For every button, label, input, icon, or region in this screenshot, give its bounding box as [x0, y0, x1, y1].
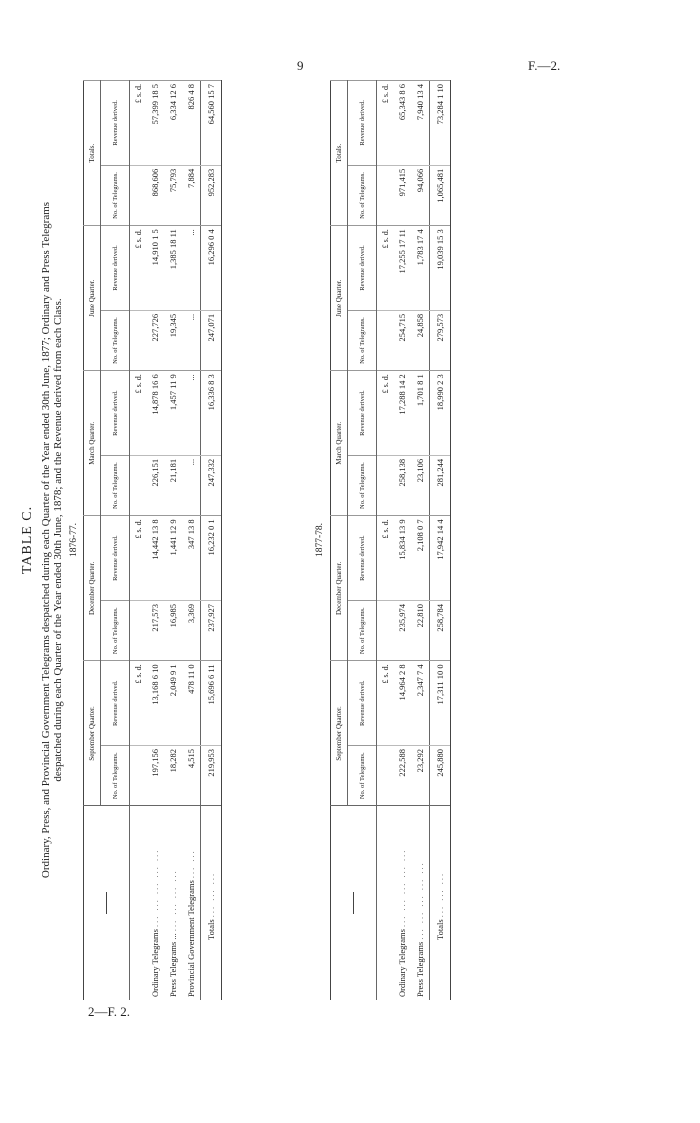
table-cell: 2,049 9 1 — [164, 661, 182, 746]
table-cell: ... — [182, 371, 201, 456]
table-cell: 868,606 — [146, 165, 164, 225]
total-cell: 237,927 — [201, 600, 222, 660]
table-cell: 1,457 11 9 — [164, 371, 182, 456]
year-label-1877-78: 1877-78. — [315, 522, 325, 558]
table-cell: ... — [182, 310, 201, 370]
table-cell: 19,345 — [164, 310, 182, 370]
table-cell: 17,255 17 11 — [393, 226, 411, 311]
quarter-header: September Quarter. — [84, 661, 101, 806]
total-cell: 247,332 — [201, 455, 222, 515]
currency-units: £ s. d. — [377, 661, 394, 746]
table-cell: 6,334 12 6 — [164, 81, 182, 166]
table-cell: 971,415 — [393, 165, 411, 225]
quarter-header: December Quarter. — [84, 516, 101, 661]
total-cell: 19,039 15 3 — [430, 226, 451, 311]
total-cell: 64,560 15 7 — [201, 81, 222, 166]
label-header — [84, 806, 130, 1000]
table-cell: 14,878 16 6 — [146, 371, 164, 456]
revenue-subheader: Revenue derived. — [101, 516, 130, 601]
table-cell: 227,726 — [146, 310, 164, 370]
rotated-table-area — [20, 75, 560, 1005]
quarter-header: June Quarter. — [331, 226, 348, 371]
table-subtitle — [40, 95, 64, 985]
table-cell: 1,441 12 9 — [164, 516, 182, 601]
count-subheader: No. of Telegrams. — [348, 455, 377, 515]
table-cell: 222,588 — [393, 746, 411, 806]
table-cell: 21,181 — [164, 455, 182, 515]
currency-units: £ s. d. — [377, 226, 394, 311]
table-cell: ... — [182, 226, 201, 311]
quarter-header: December Quarter. — [331, 516, 348, 661]
table-row — [411, 81, 430, 1001]
table-cell: 4,515 — [182, 746, 201, 806]
total-cell: 247,071 — [201, 310, 222, 370]
table-cell: 235,974 — [393, 600, 411, 660]
table-cell: 23,292 — [411, 746, 430, 806]
count-subheader: No. of Telegrams. — [348, 746, 377, 806]
total-cell: 281,244 — [430, 455, 451, 515]
table-cell: 1,783 17 4 — [411, 226, 430, 311]
table-cell: 2,347 7 4 — [411, 661, 430, 746]
count-subheader: No. of Telegrams. — [348, 600, 377, 660]
table-subtitle-line-2: despatched during each Quarter of the Year ended 30th June, 1878; and the Revenue derived from each Class. — [52, 298, 64, 782]
quarter-header: June Quarter. — [84, 226, 101, 371]
table-cell: 2,108 0 7 — [411, 516, 430, 601]
table-cell: 217,573 — [146, 600, 164, 660]
table-subtitle-line-1: Ordinary, Press, and Provincial Government Telegrams despatched during each Quarter of the Year ended 30th June, 1877; Ordinary and Press Telegrams — [40, 201, 52, 879]
table-cell: 347 13 8 — [182, 516, 201, 601]
totals-leader: ... ... ... — [435, 871, 445, 918]
currency-units: £ s. d. — [130, 516, 147, 601]
total-cell: 245,880 — [430, 746, 451, 806]
year-label-1876-77: 1876-77. — [69, 522, 79, 558]
row-label: Ordinary Telegrams — [397, 929, 407, 997]
quarter-header: Totals. — [84, 81, 101, 226]
table-row — [182, 81, 201, 1001]
totals-label: Totals — [435, 919, 445, 940]
row-label: Provincial Government Telegrams — [186, 880, 196, 997]
table-cell: 197,156 — [146, 746, 164, 806]
table-cell: 15,834 13 9 — [393, 516, 411, 601]
table-cell: 7,940 13 4 — [411, 81, 430, 166]
revenue-subheader: Revenue derived. — [348, 81, 377, 166]
row-label: Press Telegrams — [415, 941, 425, 997]
currency-units: £ s. d. — [377, 371, 394, 456]
count-subheader: No. of Telegrams. — [101, 165, 130, 225]
revenue-subheader: Revenue derived. — [101, 371, 130, 456]
revenue-subheader: Revenue derived. — [348, 371, 377, 456]
table-row — [393, 81, 411, 1001]
totals-row — [430, 81, 451, 1001]
table-cell: 22,810 — [411, 600, 430, 660]
table-cell: 1,385 18 11 — [164, 226, 182, 311]
table-cell: 13,168 6 10 — [146, 661, 164, 746]
row-leader: ... ... ... ... — [168, 869, 178, 932]
table-cell: 24,858 — [411, 310, 430, 370]
count-subheader: No. of Telegrams. — [348, 310, 377, 370]
total-cell: 15,696 6 11 — [201, 661, 222, 746]
count-subheader: No. of Telegrams. — [101, 746, 130, 806]
currency-units: £ s. d. — [130, 661, 147, 746]
quarter-header: March Quarter. — [84, 371, 101, 516]
table-row — [146, 81, 164, 1001]
table-cell: 1,701 8 1 — [411, 371, 430, 456]
row-label: Press Telegrams ... — [168, 933, 178, 997]
currency-units: £ s. d. — [130, 226, 147, 311]
label-header — [331, 806, 377, 1000]
count-subheader: No. of Telegrams. — [101, 455, 130, 515]
total-cell: 1,065,481 — [430, 165, 451, 225]
revenue-subheader: Revenue derived. — [348, 661, 377, 746]
revenue-subheader: Revenue derived. — [101, 81, 130, 166]
currency-units: £ s. d. — [377, 516, 394, 601]
count-subheader: No. of Telegrams. — [101, 310, 130, 370]
table-cell: 75,793 — [164, 165, 182, 225]
table-cell: 254,715 — [393, 310, 411, 370]
table-cell: 14,964 2 8 — [393, 661, 411, 746]
table-cell: 14,910 1 5 — [146, 226, 164, 311]
currency-units: £ s. d. — [377, 81, 394, 166]
table-cell: 18,282 — [164, 746, 182, 806]
total-cell: 17,311 10 0 — [430, 661, 451, 746]
row-leader: ... ... — [186, 849, 196, 879]
totals-row — [201, 81, 222, 1001]
revenue-subheader: Revenue derived. — [101, 661, 130, 746]
count-subheader: No. of Telegrams. — [101, 600, 130, 660]
table-cell: ... — [182, 455, 201, 515]
total-cell: 258,784 — [430, 600, 451, 660]
row-leader: ... ... ... ... ... — [397, 848, 407, 927]
totals-leader: ... ... ... — [206, 871, 216, 918]
row-label: Ordinary Telegrams — [150, 929, 160, 997]
total-cell: 18,990 2 3 — [430, 371, 451, 456]
total-cell: 16,232 0 1 — [201, 516, 222, 601]
revenue-subheader: Revenue derived. — [348, 226, 377, 311]
row-leader: ... ... ... ... ... — [415, 861, 425, 940]
total-cell: 16,296 0 4 — [201, 226, 222, 311]
table-cell: 826 4 8 — [182, 81, 201, 166]
table-cell: 258,138 — [393, 455, 411, 515]
table-row — [164, 81, 182, 1001]
table-cell: 17,288 14 2 — [393, 371, 411, 456]
currency-units: £ s. d. — [130, 371, 147, 456]
total-cell: 17,942 14 4 — [430, 516, 451, 601]
quarter-header: Totals. — [331, 81, 348, 226]
telegrams-table-1877-78 — [330, 80, 451, 1000]
table-cell: 478 11 0 — [182, 661, 201, 746]
table-cell: 94,066 — [411, 165, 430, 225]
table-cell: 3,369 — [182, 600, 201, 660]
quarter-header: March Quarter. — [331, 371, 348, 516]
footer-code: 2—F. 2. — [88, 1004, 130, 1019]
page-number: 9 — [297, 58, 304, 73]
table-cell: 7,884 — [182, 165, 201, 225]
total-cell: 279,573 — [430, 310, 451, 370]
row-leader: ... ... ... ... ... — [150, 848, 160, 927]
currency-units: £ s. d. — [130, 81, 147, 166]
revenue-subheader: Revenue derived. — [348, 516, 377, 601]
table-cell: 14,442 13 8 — [146, 516, 164, 601]
total-cell: 219,953 — [201, 746, 222, 806]
table-cell: 57,399 18 5 — [146, 81, 164, 166]
revenue-subheader: Revenue derived. — [101, 226, 130, 311]
total-cell: 16,336 8 3 — [201, 371, 222, 456]
table-cell: 226,151 — [146, 455, 164, 515]
totals-label: Totals — [206, 919, 216, 940]
count-subheader: No. of Telegrams. — [348, 165, 377, 225]
total-cell: 73,284 1 10 — [430, 81, 451, 166]
quarter-header: September Quarter. — [331, 661, 348, 806]
page-code: F.—2. — [528, 58, 561, 73]
table-cell: 23,106 — [411, 455, 430, 515]
table-cell: 65,343 8 6 — [393, 81, 411, 166]
table-title: TABLE C. — [20, 505, 35, 575]
telegrams-table-1876-77 — [83, 80, 222, 1000]
total-cell: 952,283 — [201, 165, 222, 225]
table-cell: 16,985 — [164, 600, 182, 660]
